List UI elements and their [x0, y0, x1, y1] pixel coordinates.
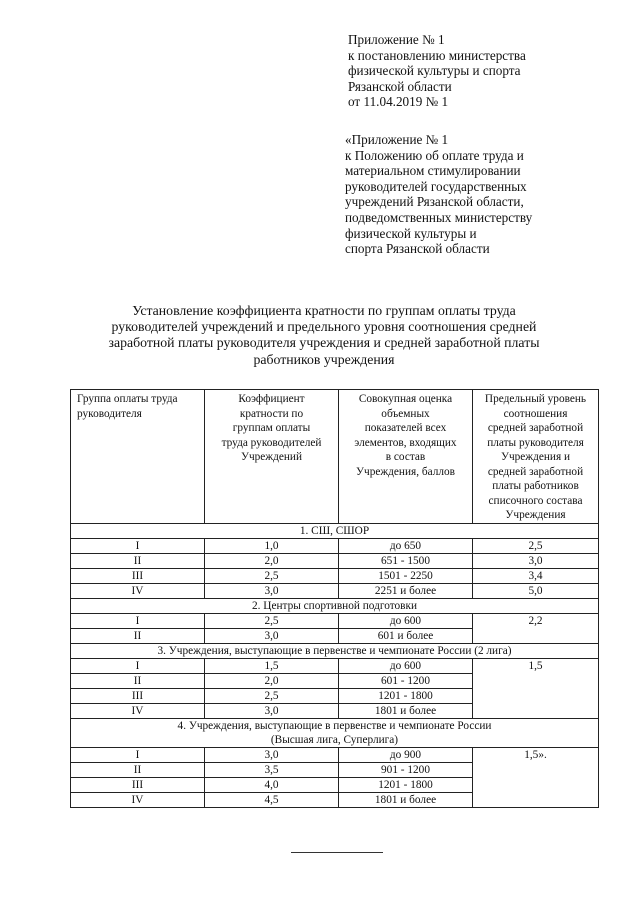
- section-title-line: 4. Учреждения, выступающие в первенстве и чемпионате России: [177, 719, 492, 732]
- group-cell: II: [71, 673, 205, 688]
- appendix-line: физической культуры и спорта: [348, 63, 521, 79]
- title-line: руководителей учреждений и предельного уровня соотношения средней: [111, 319, 537, 335]
- table-row: [71, 658, 599, 673]
- group-cell: III: [71, 688, 205, 703]
- column-header-line: Учреждения, баллов: [356, 465, 455, 478]
- section-title: [71, 598, 599, 613]
- section-row: [71, 523, 599, 538]
- coefficient-cell: 1,0: [205, 538, 339, 553]
- table-row: [71, 583, 599, 598]
- appendix-line: от 11.04.2019 № 1: [348, 94, 449, 110]
- column-header-line: в состав: [385, 451, 426, 463]
- section-row: [71, 643, 599, 658]
- column-header: [205, 390, 339, 524]
- score-cell: 601 и более: [339, 628, 473, 643]
- appendix-line: Приложение № 1: [348, 32, 445, 47]
- section-title-line: 3. Учреждения, выступающие в первенстве и чемпионате России (2 лига): [157, 644, 512, 657]
- section-title-line: (Высшая лига, Суперлига): [270, 733, 399, 746]
- coefficient-cell: 2,0: [205, 673, 339, 688]
- appendix-line: «Приложение № 1: [345, 132, 449, 147]
- appendix-line: спорта Рязанской области: [345, 241, 490, 257]
- limit-cell: 3,4: [473, 568, 599, 583]
- coefficient-cell: 2,5: [205, 688, 339, 703]
- group-cell: I: [71, 747, 205, 762]
- score-cell: 1801 и более: [339, 703, 473, 718]
- score-cell: 1201 - 1800: [339, 777, 473, 792]
- column-header-line: списочного состава: [488, 494, 583, 507]
- score-cell: до 600: [339, 613, 473, 628]
- title-line: заработной платы руководителя учреждения и средней заработной платы: [108, 335, 540, 351]
- column-header-line: группам оплаты: [232, 422, 311, 434]
- title-line: работников учреждения: [253, 351, 395, 367]
- section-title-line: 1. СШ, СШОР: [299, 524, 370, 537]
- column-header-line: Коэффициент: [238, 393, 305, 405]
- column-header: [473, 390, 599, 524]
- column-header-line: средней заработной: [487, 422, 584, 434]
- separator-line: [291, 852, 383, 853]
- document-title: [60, 303, 588, 368]
- column-header-line: средней заработной: [487, 465, 584, 478]
- appendix-regulation-header: [345, 132, 532, 257]
- limit-cell: 2,2: [473, 613, 599, 643]
- column-header-line: Совокупная оценка: [358, 393, 453, 405]
- score-cell: до 600: [339, 658, 473, 673]
- coefficient-cell: 1,5: [205, 658, 339, 673]
- coefficient-cell: 4,5: [205, 792, 339, 807]
- column-header-line: кратности по: [239, 407, 304, 420]
- column-header-line: труда руководителей: [221, 436, 322, 449]
- group-cell: II: [71, 762, 205, 777]
- section-title: [71, 718, 599, 747]
- score-cell: 1801 и более: [339, 792, 473, 807]
- appendix-line: Рязанской области: [348, 78, 452, 94]
- coefficient-cell: 3,0: [205, 747, 339, 762]
- column-header-line: платы руководителя: [487, 436, 584, 449]
- group-cell: I: [71, 538, 205, 553]
- coefficient-table: [70, 389, 599, 808]
- coefficient-cell: 2,5: [205, 568, 339, 583]
- coefficient-cell: 3,0: [205, 703, 339, 718]
- coefficient-cell: 3,0: [205, 628, 339, 643]
- group-cell: II: [71, 628, 205, 643]
- table-row: [71, 568, 599, 583]
- column-header-line: Учреждения: [505, 509, 566, 521]
- group-cell: I: [71, 658, 205, 673]
- score-cell: 901 - 1200: [339, 762, 473, 777]
- coefficient-cell: 2,5: [205, 613, 339, 628]
- limit-cell: 3,0: [473, 553, 599, 568]
- coefficient-cell: 3,0: [205, 583, 339, 598]
- column-header-line: объемных: [381, 407, 430, 420]
- section-title: [71, 643, 599, 658]
- appendix-line: подведомственных министерству: [345, 209, 533, 225]
- column-header-line: Учреждений: [240, 451, 303, 463]
- score-cell: до 650: [339, 538, 473, 553]
- group-cell: IV: [71, 703, 205, 718]
- title-line: Установление коэффициента кратности по группам оплаты труда: [132, 303, 516, 318]
- appendix-line: к постановлению министерства: [348, 47, 526, 63]
- section-row: [71, 598, 599, 613]
- column-header-line: Учреждения и: [500, 451, 571, 463]
- column-header-line: соотношения: [503, 407, 568, 420]
- group-cell: IV: [71, 792, 205, 807]
- column-header-line: платы работников: [492, 480, 579, 492]
- section-row: [71, 718, 599, 747]
- limit-cell: 1,5: [473, 658, 599, 718]
- appendix-line: руководителей государственных: [345, 178, 527, 194]
- group-cell: III: [71, 777, 205, 792]
- column-header: [339, 390, 473, 524]
- section-title: [71, 523, 599, 538]
- score-cell: 2251 и более: [339, 583, 473, 598]
- column-header-line: Группа оплаты труда: [77, 393, 178, 405]
- group-cell: II: [71, 553, 205, 568]
- table-row: [71, 613, 599, 628]
- limit-cell: 2,5: [473, 538, 599, 553]
- column-header: [71, 390, 205, 524]
- column-header-line: Предельный уровень: [484, 393, 587, 405]
- section-title-line: 2. Центры спортивной подготовки: [251, 599, 417, 612]
- score-cell: 601 - 1200: [339, 673, 473, 688]
- coefficient-cell: 2,0: [205, 553, 339, 568]
- group-cell: III: [71, 568, 205, 583]
- score-cell: 651 - 1500: [339, 553, 473, 568]
- limit-cell: 1,5».: [473, 747, 599, 807]
- group-cell: IV: [71, 583, 205, 598]
- appendix-line: материальном стимулировании: [345, 163, 521, 179]
- column-header-line: руководителя: [77, 407, 142, 420]
- column-header-line: элементов, входящих: [354, 436, 457, 449]
- coefficient-cell: 3,5: [205, 762, 339, 777]
- score-cell: до 900: [339, 747, 473, 762]
- score-cell: 1201 - 1800: [339, 688, 473, 703]
- group-cell: I: [71, 613, 205, 628]
- column-header-line: показателей всех: [364, 422, 447, 434]
- appendix-line: физической культуры и: [345, 225, 477, 241]
- score-cell: 1501 - 2250: [339, 568, 473, 583]
- appendix-line: учреждений Рязанской области,: [345, 194, 524, 210]
- table-row: [71, 553, 599, 568]
- table-row: [71, 538, 599, 553]
- appendix-line: к Положению об оплате труда и: [345, 147, 524, 163]
- coefficient-cell: 4,0: [205, 777, 339, 792]
- appendix-header: [348, 32, 526, 110]
- limit-cell: 5,0: [473, 583, 599, 598]
- table-row: [71, 747, 599, 762]
- table-header-row: [71, 390, 599, 524]
